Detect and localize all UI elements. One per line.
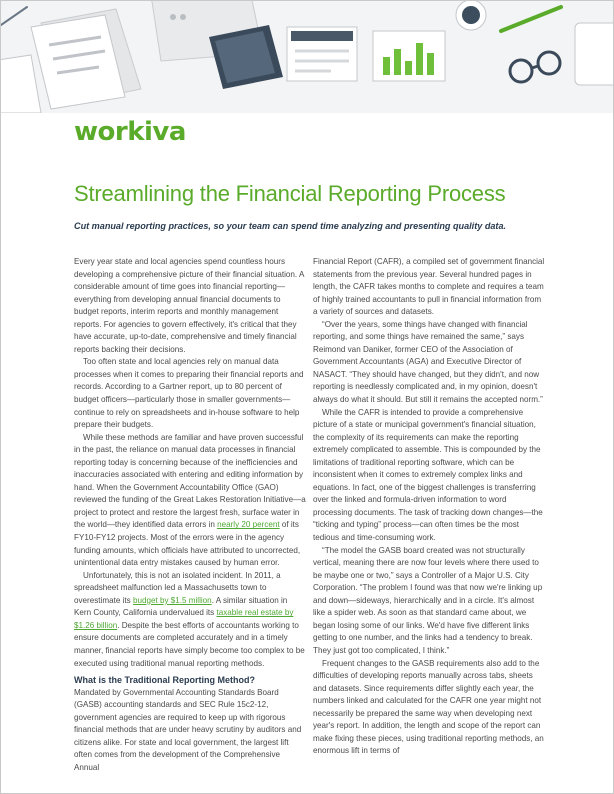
page-title: Streamlining the Financial Reporting Process	[74, 181, 506, 206]
workiva-logo: workiva	[74, 117, 186, 147]
desk-illustration-banner	[1, 1, 613, 113]
body-paragraph: Every year state and local agencies spend countless hours developing a comprehensive picture of their financial situation. A considerable amount of time goes into financial reporting—everything from developing annual financial documents to budget reports, interim reports and monthly management reports. For agencies to govern effectively, it's critical that they have accurate, up-to-date, comprehensive and timely financial reports backing their decisions.	[74, 257, 304, 354]
desk-illustration	[1, 1, 613, 113]
paragraph-text: While these methods are familiar and have proven successful in the past, the reliance on manual data processes in financial reporting today is concerning because of the inefficiencies and inaccuracies associated with entering and editing information by hand. When the Government Accountability Office (GAO) reviewed the funding of the Great Lakes Restoration Initiative—a project to protect and restore the largest fresh, surface water in the world—they identified data errors in	[74, 432, 306, 530]
right-text-column	[313, 256, 545, 758]
page-subtitle: Cut manual reporting practices, so your team can spend time analyzing and presenting quality data.	[74, 221, 507, 231]
paragraph-text: Unfortunately, this is not an isolated incident. In 2011, a spreadsheet malfunction led a Massachusetts town to overestimate its	[74, 570, 281, 605]
chart-sheet-icon	[373, 31, 445, 81]
paragraph-text: . A similar situation in Kern County, California undervalued its	[74, 595, 288, 618]
body-paragraph: Financial Report (CAFR), a compiled set of government financial statements from the previous year. Several hundred pages in length, the CAFR takes months to complete and requires a team of highly trained accountants to pull in financial information from a variety of sources and datasets.	[313, 257, 545, 317]
taxable-real-estate-link[interactable]: taxable real estate by $1.26 billion	[74, 608, 294, 630]
body-paragraph	[74, 432, 306, 570]
paragraph-text: . Despite the best efforts of accountants working to ensure documents are completed accurately and in a timely manner, financial reports have simply become too complex to be executed using traditional manual reporting methods.	[74, 620, 305, 668]
body-paragraph: Frequent changes to the GASB requirements also add to the difficulties of developing reports manually across tabs, sheets and datasets. Since requirements differ slightly each year, the numbers linked and calculated for the CAFR one year might not necessarily be prepared the same way when developing next year's report. In addition, the length and scope of the report can make fixing these pieces, using traditional reporting methods, an enormous lift in terms of	[313, 658, 544, 756]
coffee-cup-icon	[456, 1, 486, 30]
body-paragraph: “Over the years, some things have changed with financial reporting, and some things have remained the same,” says Reimond van Daniker, former CEO of the Association of Government Accountants (AGA) and Executive Director of NASACT. “They should have changed, but they didn't, and now reporting is needlessly complicated and, in my opinion, doesn't always do what it should. But still it remains the accepted norm.”	[313, 319, 543, 405]
gao-errors-link[interactable]: nearly 20 percent	[217, 520, 280, 530]
section-heading: What is the Traditional Reporting Method?	[74, 675, 255, 686]
paragraph-text: of its FY10-FY12 projects. Most of the errors were in the agency funding amounts, which officials have attributed to uncorrected, unintentional data entry mistakes caused by human error.	[74, 520, 301, 568]
body-paragraph: “The model the GASB board created was not structurally vertical, meaning there are now four levels where there used to be maybe one or two,” says a Controller of a Major U.S. City Corporation. “The problem I found was that now we're linking up and down—sideways, hierarchically and in a circle. It's almost like a spider web. As soon as that standard came about, we began losing some of our links. We'd have five different links getting to one number, and the links had a tendency to break. They just got too complicated, I think.”	[313, 545, 543, 655]
budget-overestimate-link[interactable]: budget by $1.5 million	[132, 595, 212, 605]
left-text-column	[74, 256, 306, 774]
planner-icon	[287, 27, 357, 81]
body-paragraph: Too often state and local agencies rely on manual data processes when it comes to preparing their financial reports and records. According to a Gartner report, up to 80 percent of budget officers—particularly those in smaller governments—continue to rely on spreadsheets and in-house software to help prepare their budgets.	[74, 357, 304, 430]
body-paragraph	[74, 570, 306, 670]
phone-icon	[575, 23, 613, 85]
body-paragraph: While the CAFR is intended to provide a comprehensive picture of a state or municipal government's financial situation, the complexity of its requirements can make the reporting extremely complicated to assemble. This is compounded by the limitations of traditional reporting software, which can be inconsistent when it comes to extremely complex links and equations. In fact, one of the biggest challenges is transferring over the linked and formula-driven information to word processing documents. The task of tracking down changes—the “ticking and typing” process—can often times be the most tedious and time-consuming work.	[313, 407, 543, 543]
body-paragraph: Mandated by Governmental Accounting Standards Board (GASB) accounting standards and SEC Rule 15c2-12, government agencies are required to keep up with rigorous financial methods that are under heavy scrutiny by auditors and citizens alike. For state and local government, the largest lift often comes from the development of the Comprehensive Annual	[74, 687, 302, 772]
